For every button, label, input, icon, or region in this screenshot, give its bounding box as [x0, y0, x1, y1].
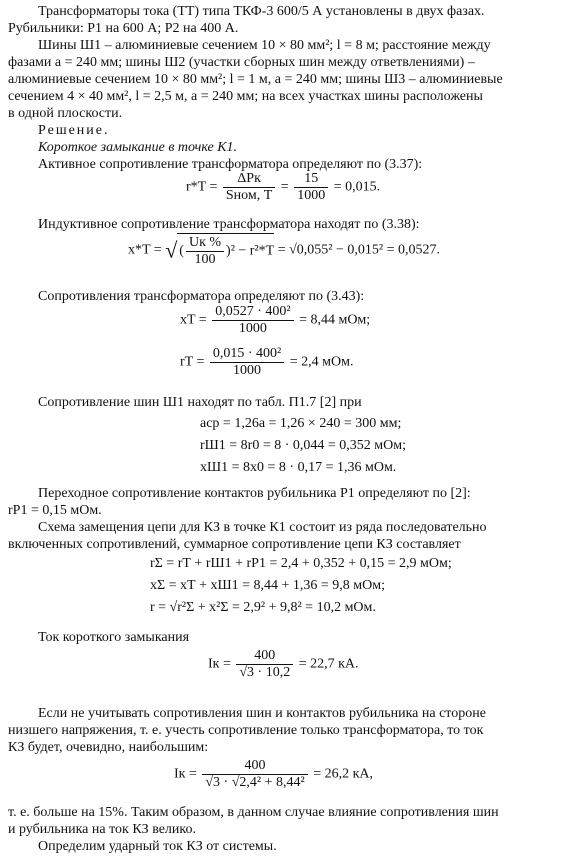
- paragraph-neglect-line-3: КЗ будет, очевидно, наибольшим:: [8, 740, 209, 755]
- paragraph-short-circuit-current: Ток короткого замыкания: [38, 630, 190, 645]
- paragraph-active-resistance: Активное сопротивление трансформатора определяют по (3.37):: [38, 157, 423, 172]
- eq-r-fraction-2: [294, 171, 328, 204]
- intro-line-4: фазами a = 240 мм; шины Ш2 (участки сборных шин между ответвлениями) –: [8, 55, 475, 70]
- eq-xt-num: 0,0527 · 400²: [212, 304, 293, 321]
- paragraph-inductive-resistance: Индуктивное сопротивление трансформатора находят по (3.38):: [38, 217, 420, 232]
- paragraph-transformer-resistances: Сопротивления трансформатора определяют по (3.43):: [38, 289, 365, 304]
- equation-r-star-t: [186, 171, 380, 204]
- eq-rt-num: 0,015 · 400²: [210, 346, 284, 363]
- eq-x-mid: ² − r²*T: [230, 243, 275, 259]
- eq-r-equals: =: [280, 179, 289, 195]
- eq-ik2-den: √3 · √2,4² + 8,44²: [205, 775, 305, 790]
- eq-r-den-2: 1000: [297, 188, 326, 203]
- paragraph-neglect-line-2: низшего напряжения, т. е. учесть сопротивление только трансформатора, то ток: [8, 723, 484, 738]
- eq-x-result: = √0,055² − 0,015² = 0,0527.: [277, 242, 440, 258]
- eq-r-lhs: r*T =: [186, 179, 218, 195]
- equation-x-star-t: [128, 233, 440, 268]
- intro-line-3: Шины Ш1 – алюминиевые сечением 10 × 80 мм²; l = 8 м; расстояние между: [38, 38, 491, 53]
- paragraph-conclusion-line-2: и рубильника на ток КЗ велико.: [8, 822, 197, 837]
- equation-x-sh1: xШ1 = 8x0 = 8 · 0,17 = 1,36 мОм.: [200, 460, 397, 475]
- eq-rt-fraction: [210, 346, 284, 379]
- eq-x-fraction: [186, 235, 224, 268]
- paragraph-scheme-line-2: включенных сопротивлений, суммарное сопротивление цепи КЗ составляет: [8, 537, 461, 552]
- eq-ik1-den: √3 · 10,2: [239, 665, 291, 680]
- eq-ik1-num: 400: [236, 648, 293, 665]
- eq-xt-lhs: xT =: [180, 312, 207, 328]
- eq-r-den-1: Sном, Т: [225, 188, 273, 203]
- solution-heading: Решение.: [38, 123, 110, 138]
- paragraph-busbar: Сопротивление шин Ш1 находят по табл. П1.7 [2] при: [38, 395, 362, 410]
- intro-line-7: в одной плоскости.: [8, 106, 123, 121]
- equation-x-t: [180, 304, 370, 337]
- equation-r-sh1: rШ1 = 8r0 = 8 · 0,044 = 0,352 мОм;: [200, 438, 407, 453]
- eq-ik1-result: = 22,7 кА.: [298, 656, 359, 672]
- eq-ik2-result: = 26,2 кА,: [313, 766, 373, 782]
- eq-xt-den: 1000: [238, 321, 267, 336]
- eq-x-lhs: x*T =: [128, 242, 162, 258]
- equation-x-sum: xΣ = xТ + xШ1 = 8,44 + 1,36 = 9,8 мОм;: [150, 578, 386, 593]
- eq-ik2-fraction: [202, 758, 307, 791]
- eq-xt-fraction: [212, 304, 293, 337]
- eq-rt-den: 1000: [233, 363, 262, 378]
- intro-line-1: Трансформаторы тока (ТТ) типа ТКФ-3 600/5 А установлены в двух фазах.: [38, 4, 485, 19]
- eq-r-num-2: 15: [294, 171, 328, 188]
- paragraph-contact-line-2: rР1 = 0,15 мОм.: [8, 503, 102, 518]
- eq-rt-lhs: rT =: [180, 354, 205, 370]
- eq-ik2-lhs: Iк =: [174, 766, 197, 782]
- paragraph-neglect-line-1: Если не учитывать сопротивления шин и контактов рубильника на стороне: [38, 706, 486, 721]
- equation-r-sum: rΣ = rТ + rШ1 + rР1 = 2,4 + 0,352 + 0,15 = 2,9 мОм;: [150, 556, 452, 571]
- paragraph-contact-line-1: Переходное сопротивление контактов рубильника Р1 определяют по [2]:: [38, 486, 471, 501]
- paragraph-shock-current: Определим ударный ток КЗ от системы.: [38, 839, 277, 854]
- paragraph-conclusion-line-1: т. е. больше на 15%. Таким образом, в данном случае влияние сопротивления шин: [8, 805, 499, 820]
- eq-rt-result: = 2,4 мОм.: [289, 354, 354, 370]
- eq-x-den: 100: [194, 252, 216, 267]
- intro-line-2: Рубильники: Р1 на 600 А; Р2 на 400 А.: [8, 21, 239, 36]
- equation-a-cp: aср = 1,26a = 1,26 × 240 = 300 мм;: [200, 416, 402, 431]
- eq-r-fraction-1: [223, 171, 275, 204]
- eq-xt-result: = 8,44 мОм;: [299, 312, 371, 328]
- eq-ik2-num: 400: [202, 758, 307, 775]
- eq-ik1-fraction: [236, 648, 293, 681]
- intro-line-6: сечением 4 × 40 мм², l = 2,5 м, a = 240 мм; на всех участках шины расположены: [8, 89, 483, 104]
- intro-line-5: алюминиевые сечением 10 × 80 мм²; l = 1 м, a = 240 мм; шины Ш3 – алюминиевые: [8, 72, 503, 87]
- eq-ik1-lhs: Iк =: [208, 656, 231, 672]
- eq-r-result: = 0,015.: [333, 179, 381, 195]
- k1-heading: Короткое замыкание в точке К1.: [38, 140, 238, 155]
- equation-r-t: [180, 346, 353, 379]
- radical-sign: √: [165, 237, 178, 263]
- eq-x-radicand: ( $\frac{Uк \%}{100}$ )² − r²*T: [179, 235, 275, 267]
- equation-i-k-2: [174, 758, 373, 791]
- equation-r-total: r = √r²Σ + x²Σ = 2,9² + 9,8² = 10,2 мОм.: [150, 600, 376, 615]
- eq-x-num: Uк %: [186, 235, 224, 252]
- paragraph-scheme-line-1: Схема замещения цепи для КЗ в точке К1 состоит из ряда последовательно: [38, 520, 487, 535]
- eq-r-num-1: ΔPк: [223, 171, 275, 188]
- equation-i-k-1: [208, 648, 359, 681]
